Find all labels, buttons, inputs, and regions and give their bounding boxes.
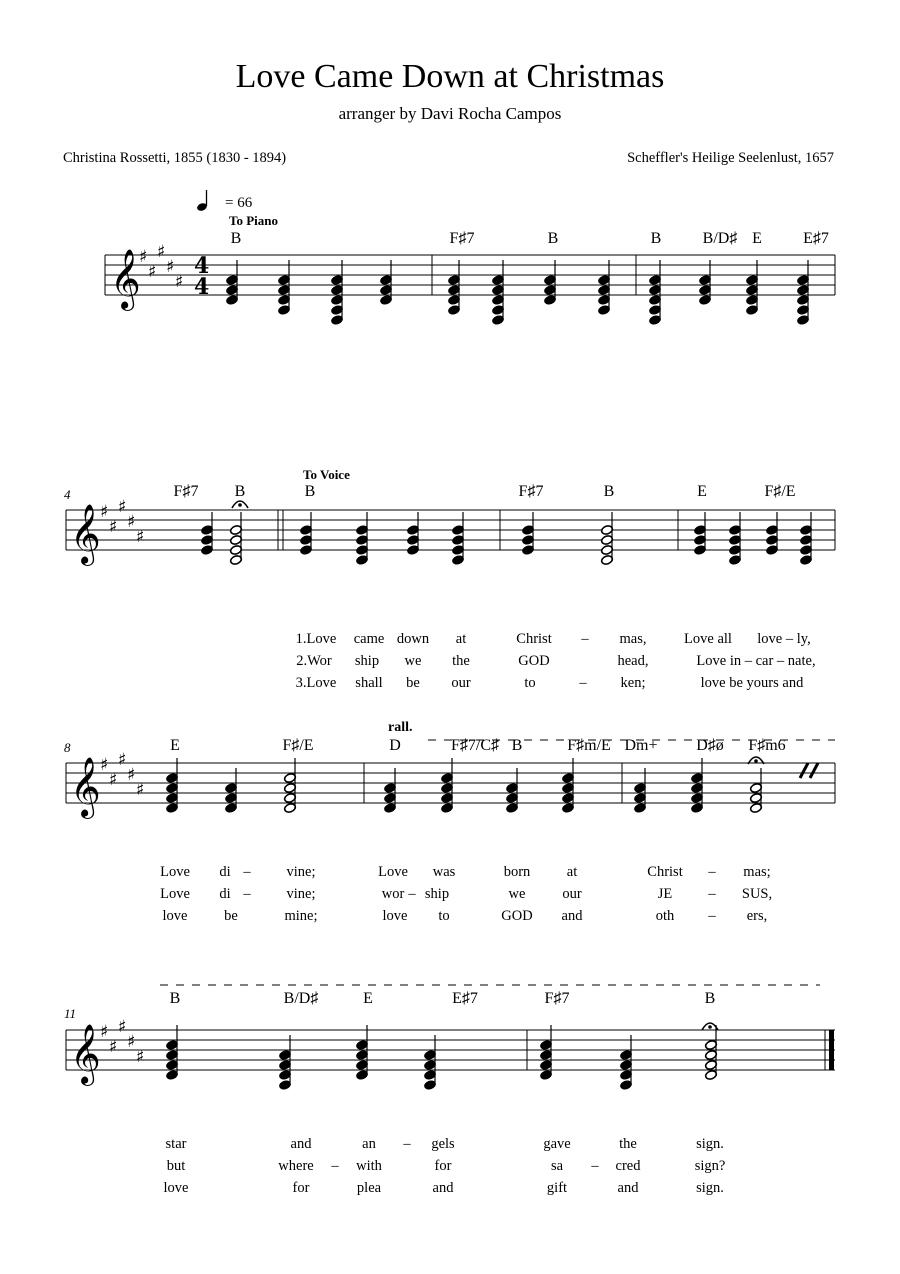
lyric-syllable: oth [655, 908, 675, 924]
lyric-syllable: at [455, 631, 467, 647]
measure-number: 11 [64, 1006, 77, 1021]
lyric-syllable: be [406, 675, 420, 691]
chord-symbol: B [169, 990, 181, 1007]
treble-clef-icon: 𝄞 [70, 504, 101, 564]
caesura-icon [800, 763, 818, 778]
lyric-syllable: Love [378, 864, 408, 880]
lyric-syllable: GOD [518, 653, 550, 669]
svg-text:♯: ♯ [109, 517, 118, 537]
lyric-syllable: and [617, 1180, 639, 1196]
lyric-syllable: to [438, 908, 450, 924]
lyric-syllable: ers, [746, 908, 768, 924]
svg-text:♯: ♯ [109, 770, 118, 790]
svg-text:♯: ♯ [136, 780, 145, 800]
lyric-syllable: we [508, 886, 526, 902]
svg-text:4: 4 [194, 253, 210, 279]
lyric-syllable: – [591, 1158, 599, 1174]
lyric-syllable: love [163, 1180, 189, 1196]
lyric-syllable: GOD [501, 908, 533, 924]
song-title: Love Came Down at Christmas [235, 58, 665, 95]
lyric-syllable: Love in – car – nate, [696, 653, 816, 669]
svg-text:♯: ♯ [100, 1022, 109, 1042]
lyric-syllable: sign. [696, 1180, 724, 1196]
lyric-syllable: gift [546, 1180, 568, 1196]
svg-text:♯: ♯ [118, 1017, 127, 1037]
lyric-syllable: sign. [696, 1136, 724, 1152]
measure-number: 8 [64, 740, 71, 755]
lyric-syllable: down [396, 631, 430, 647]
staff-system-2 [66, 510, 835, 550]
lyric-syllable: with [356, 1158, 382, 1174]
lyric-syllable: head, [617, 653, 649, 669]
lyric-syllable: vine; [286, 886, 316, 902]
composer-credit: Scheffler's Heilige Seelenlust, 1657 [627, 150, 834, 166]
lyric-syllable: our [562, 886, 582, 902]
lyric-syllable: at [566, 864, 578, 880]
lyric-syllable: we [404, 653, 422, 669]
chord-symbol: F♯7 [518, 483, 544, 500]
lyric-syllable: love be yours and [700, 675, 804, 691]
measure-number: 4 [64, 487, 71, 502]
lyric-syllable: wor [381, 886, 405, 902]
lyric-syllable: di [219, 886, 231, 902]
arranger-credit: arranger by Davi Rocha Campos [338, 104, 562, 123]
lyric-syllable: where [278, 1158, 314, 1174]
chord-symbol: B [511, 737, 523, 754]
lyric-syllable: – [579, 675, 587, 691]
lyric-syllable: was [432, 864, 456, 880]
lyric-syllable: and [561, 908, 583, 924]
svg-text:♯: ♯ [166, 257, 175, 277]
lyric-syllable: gave [543, 1136, 571, 1152]
lyric-syllable: our [451, 675, 471, 691]
chord-symbol: F♯7/C♯ [450, 737, 500, 754]
treble-clef-icon: 𝄞 [110, 249, 141, 309]
chord-symbol: E [697, 483, 707, 500]
lyric-syllable: – [708, 908, 716, 924]
lyric-syllable: – [708, 886, 716, 902]
chord-symbol: D [389, 737, 401, 754]
chord-symbol: E [170, 737, 180, 754]
lyric-syllable: be [224, 908, 238, 924]
lyric-syllable: 1.Love [295, 631, 337, 647]
chord-symbol: B [234, 483, 246, 500]
lyric-syllable: for [292, 1180, 310, 1196]
lyric-syllable: 3.Love [295, 675, 337, 691]
lyric-syllable: cred [615, 1158, 641, 1174]
rall-marking: rall. [388, 720, 413, 735]
chord-symbol: B [603, 483, 615, 500]
svg-text:♯: ♯ [127, 765, 136, 785]
lyric-syllable: ship [354, 653, 380, 669]
lyric-syllable: sign? [694, 1158, 726, 1174]
lyric-syllable: mas; [743, 864, 771, 880]
staff-system-4 [66, 1030, 835, 1070]
lyric-syllable: shall [355, 675, 383, 691]
lyric-syllable: di [219, 864, 231, 880]
lyric-syllable: mine; [284, 908, 318, 924]
lyric-syllable: love – ly, [757, 631, 811, 647]
svg-text:♯: ♯ [139, 247, 148, 267]
lyric-syllable: – [408, 886, 416, 902]
treble-clef-icon: 𝄞 [70, 757, 101, 817]
lyric-syllable: born [503, 864, 531, 880]
lyric-syllable: love [382, 908, 408, 924]
staff-system-1 [105, 255, 835, 295]
lyric-syllable: Christ [647, 864, 683, 880]
lyric-syllable: – [708, 864, 716, 880]
chord-symbol: F♯/E [282, 737, 314, 754]
chord-symbol: F♯7 [449, 230, 475, 247]
lyric-syllable: for [434, 1158, 452, 1174]
svg-text:♯: ♯ [100, 502, 109, 522]
chord-symbol: F♯7 [544, 990, 570, 1007]
svg-text:♯: ♯ [118, 750, 127, 770]
lyric-syllable: gels [431, 1136, 455, 1152]
lyric-syllable: ken; [620, 675, 646, 691]
lyric-syllable: plea [356, 1180, 382, 1196]
lyric-syllable: and [432, 1180, 454, 1196]
lyric-syllable: came [353, 631, 385, 647]
to-piano-direction: To Piano [229, 213, 279, 228]
chord-symbol: B [704, 990, 716, 1007]
lyric-syllable: love [162, 908, 188, 924]
lyric-syllable: – [243, 886, 251, 902]
chord-symbol: B/D♯ [702, 230, 738, 247]
chord-symbol: E [363, 990, 373, 1007]
lyric-syllable: sa [550, 1158, 564, 1174]
lyric-syllable: SUS, [741, 886, 773, 902]
svg-text:♯: ♯ [127, 1032, 136, 1052]
lyric-syllable: Love all [684, 631, 732, 647]
lyric-syllable: Love [160, 886, 190, 902]
lyric-syllable: but [166, 1158, 186, 1174]
lyric-syllable: to [524, 675, 536, 691]
chord-symbol: B [547, 230, 559, 247]
lyric-syllable: the [452, 653, 470, 669]
lyric-syllable: – [331, 1158, 339, 1174]
lyric-syllable: mas, [619, 631, 647, 647]
time-signature [194, 253, 209, 300]
lyric-syllable: vine; [286, 864, 316, 880]
lyric-syllable: – [581, 631, 589, 647]
chord-symbol: E [752, 230, 762, 247]
lyric-syllable: star [165, 1136, 187, 1152]
lyric-syllable: Christ [516, 631, 552, 647]
to-voice-direction: To Voice [303, 467, 350, 482]
lyric-syllable: – [243, 864, 251, 880]
lyric-syllable: and [290, 1136, 312, 1152]
chord-symbol: B/D♯ [283, 990, 319, 1007]
svg-text:♯: ♯ [136, 1047, 145, 1067]
chord-symbol: B [230, 230, 242, 247]
chord-symbol: F♯m6 [748, 737, 786, 754]
svg-text:♯: ♯ [127, 512, 136, 532]
svg-text:♯: ♯ [100, 755, 109, 775]
treble-clef-icon: 𝄞 [70, 1024, 101, 1084]
chord-symbol: E♯7 [452, 990, 478, 1007]
chord-symbol: B [304, 483, 316, 500]
lyric-syllable: – [403, 1136, 411, 1152]
lyric-syllable: Love [160, 864, 190, 880]
lyric-syllable: JE [657, 886, 673, 902]
chord-symbol: B [650, 230, 662, 247]
chord-symbol: F♯/E [764, 483, 796, 500]
svg-text:♯: ♯ [118, 497, 127, 517]
chord-symbol: F♯7 [173, 483, 199, 500]
svg-text:4: 4 [194, 274, 210, 300]
svg-text:♯: ♯ [148, 262, 157, 282]
chord-symbol: D♯ø [696, 737, 724, 754]
lyricist-credit: Christina Rossetti, 1855 (1830 - 1894) [63, 150, 287, 166]
svg-text:♯: ♯ [175, 272, 184, 292]
tempo-marking: = 66 [225, 195, 253, 211]
lyric-syllable: the [619, 1136, 637, 1152]
svg-text:♯: ♯ [136, 527, 145, 547]
svg-text:♯: ♯ [157, 242, 166, 262]
chord-symbol: F♯m/E [567, 737, 611, 754]
final-barline [829, 1030, 834, 1070]
lyric-syllable: 2.Wor [296, 653, 332, 669]
chord-symbol: Dm+ [624, 737, 658, 754]
lyric-syllable: ship [424, 886, 450, 902]
chord-symbol: E♯7 [803, 230, 829, 247]
svg-text:♯: ♯ [109, 1037, 118, 1057]
lyric-syllable: an [362, 1136, 376, 1152]
